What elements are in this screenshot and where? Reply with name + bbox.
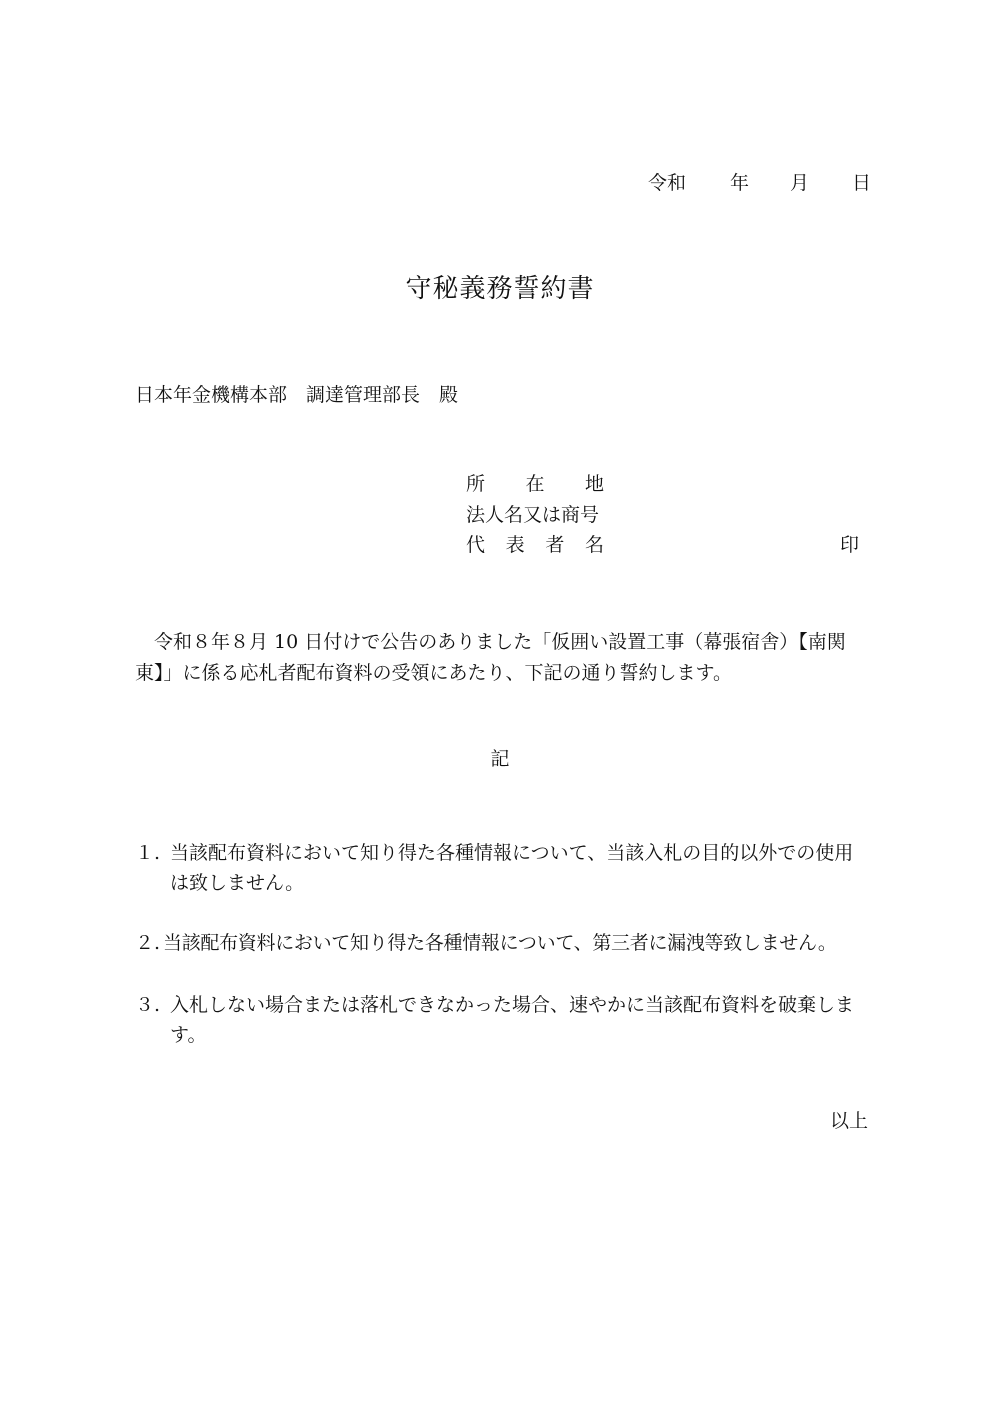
pledge-item-2 xyxy=(135,928,870,958)
date-day-label: 日 xyxy=(852,172,872,194)
date-era: 令和 xyxy=(648,172,687,194)
document-title: 守秘義務誓約書 xyxy=(405,274,595,304)
pledge-item-text: 入札しない場合または落札できなかった場合、速やかに当該配布資料を破棄します。 xyxy=(170,994,855,1046)
representative-label xyxy=(466,536,604,555)
pledge-item-text: 当該配布資料において知り得た各種情報について、当該入札の目的以外での使用は致しません。 xyxy=(170,842,854,894)
pledge-item-number: ３. xyxy=(135,994,161,1016)
pledge-item-text: 当該配布資料において知り得た各種情報について、第三者に漏洩等致しません。 xyxy=(163,932,837,954)
date-line xyxy=(648,174,872,196)
intro-paragraph: 令和８年８月 10 日付けで公告のありました「仮囲い設置工事（幕張宿舎）【南関東】」に係る応札者配布資料の受領にあたり、下記の通り誓約します。 xyxy=(135,631,846,684)
pledge-item-3 xyxy=(135,990,870,1050)
seal-mark: 印 xyxy=(840,534,860,556)
addressee: 日本年金機構本部 調達管理部長 殿 xyxy=(135,384,459,406)
date-month-label: 月 xyxy=(790,172,810,194)
company-name-label xyxy=(466,506,599,525)
closing-mark: 以上 xyxy=(830,1110,869,1132)
location-label-text: 所在地 xyxy=(466,473,604,495)
company-name-label-text: 法人名又は商号 xyxy=(466,504,600,526)
pledge-item-number: １. xyxy=(135,842,161,864)
pledge-item-number: ２. xyxy=(135,932,161,954)
pledge-item-1 xyxy=(135,838,870,898)
date-year-label: 年 xyxy=(730,172,750,194)
location-label xyxy=(466,475,604,494)
ki-heading: 記 xyxy=(490,748,510,770)
representative-label-text: 代表者名 xyxy=(466,534,604,556)
